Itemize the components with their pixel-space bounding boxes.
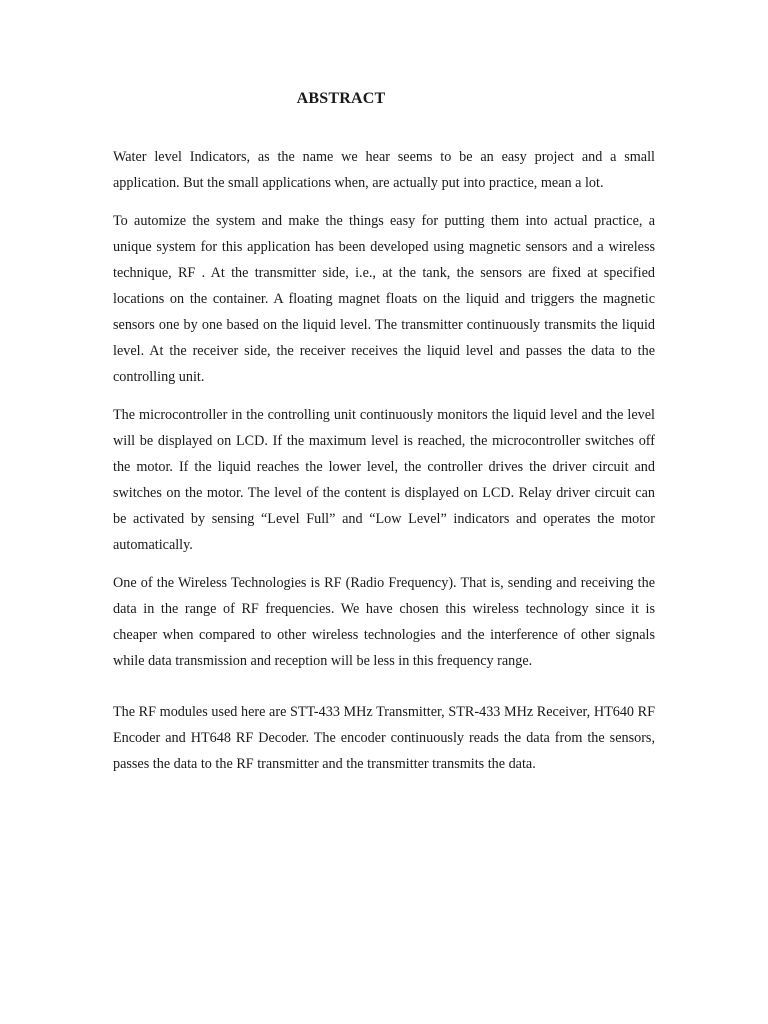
abstract-body	[113, 144, 655, 777]
abstract-title: ABSTRACT	[296, 90, 386, 107]
paragraph-rf-technology: One of the Wireless Technologies is RF (Radio Frequency). That is, sending and receiving the data in the range of RF frequencies. We have chosen this wireless technology since it is cheaper when compared to other wireless technologies and the interference of other signals while data transmission and reception will be less in this frequency range.	[113, 575, 655, 669]
paragraph-intro: Water level Indicators, as the name we hear seems to be an easy project and a small application. But the small applications when, are actually put into practice, mean a lot.	[113, 149, 655, 191]
paragraph-rf-modules: The RF modules used here are STT-433 MHz Transmitter, STR-433 MHz Receiver, HT640 RF Encoder and HT648 RF Decoder. The encoder continuously reads the data from the sensors, passes the data to the RF transmitter and the transmitter transmits the data.	[113, 704, 655, 772]
paragraph-system: To automize the system and make the things easy for putting them into actual practice, a unique system for this application has been developed using magnetic sensors and a wireless technique, RF . At the transmitter side, i.e., at the tank, the sensors are fixed at specified locations on the container. A floating magnet floats on the liquid and triggers the magnetic sensors one by one based on the liquid level. The transmitter continuously transmits the liquid level. At the receiver side, the receiver receives the liquid level and passes the data to the controlling unit.	[113, 213, 655, 385]
paragraph-microcontroller: The microcontroller in the controlling unit continuously monitors the liquid level and the level will be displayed on LCD. If the maximum level is reached, the microcontroller switches off the motor. If the liquid reaches the lower level, the controller drives the driver circuit and switches on the motor. The level of the content is displayed on LCD. Relay driver circuit can be activated by sensing “Level Full” and “Low Level” indicators and operates the motor automatically.	[113, 407, 655, 553]
